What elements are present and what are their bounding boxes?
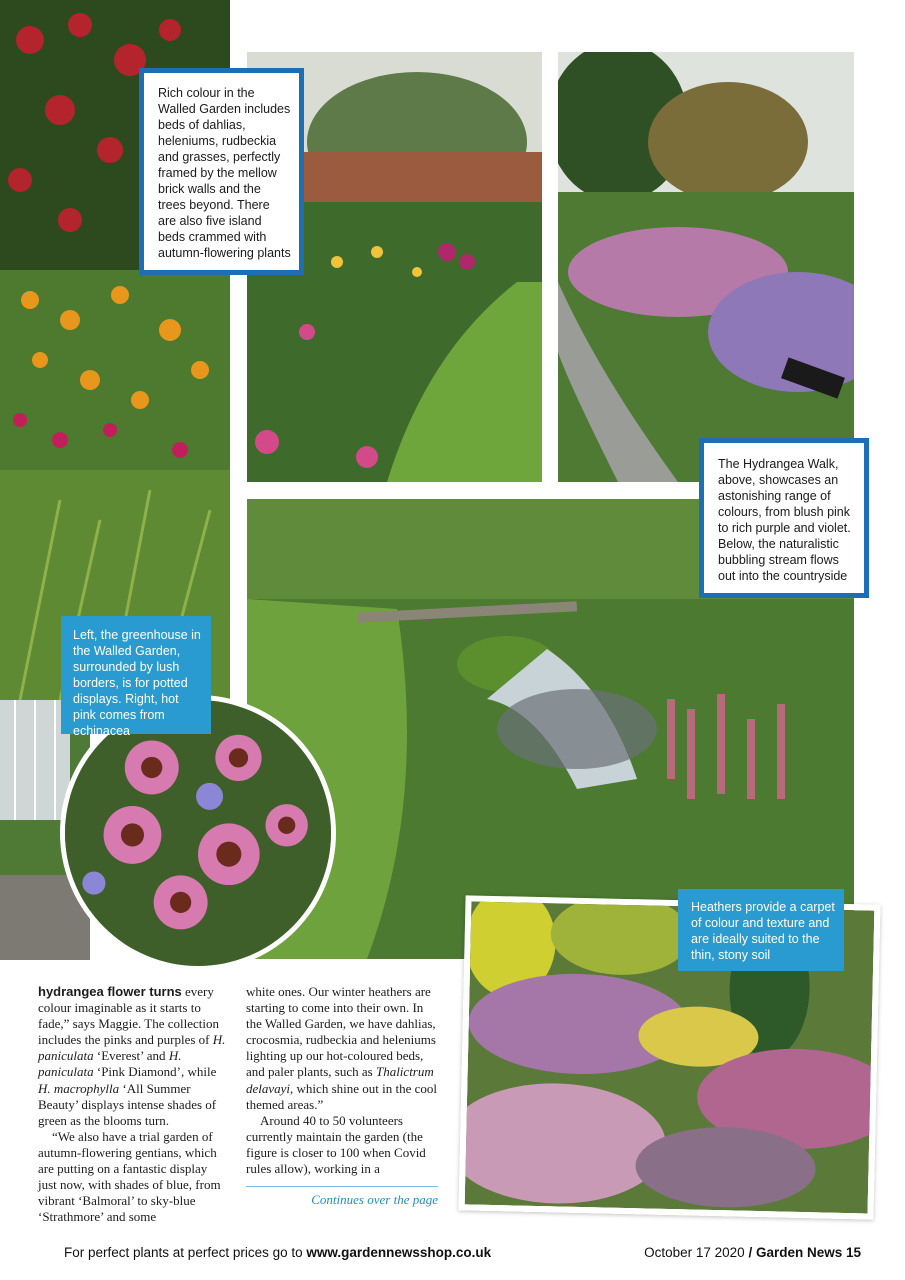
- article-paragraph: “We also have a trial garden of autumn-flowering gentians, which are putting on a fantastic display just now, with shades of blue, from vibrant ‘Balmoral’ to sky-blue ‘Strathmore’ and some: [38, 1128, 221, 1225]
- article-text: ‘Everest’ and: [93, 1048, 169, 1064]
- caption-greenhouse: [61, 616, 211, 738]
- caption-heathers-text: Heathers provide a carpet of colour and texture and are ideally suited to the thin, stony soil: [691, 900, 835, 962]
- footer-promo: [64, 1245, 491, 1260]
- footer-folio: [644, 1245, 861, 1260]
- footer-date: October 17 2020: [644, 1245, 745, 1260]
- article-paragraph: [38, 984, 228, 1129]
- footer-publication: Garden News 15: [755, 1245, 861, 1260]
- photo-hydrangea-walk: [558, 52, 854, 482]
- caption-heathers: [678, 889, 844, 971]
- continues-link[interactable]: Continues over the page: [246, 1186, 438, 1208]
- caption-hydrangea-walk: [699, 438, 869, 598]
- plant-name: H. macrophylla: [38, 1080, 120, 1096]
- article-text: , which shine out in the cool themed areas.”: [246, 1080, 437, 1112]
- article-lead-in: hydrangea flower turns: [38, 984, 182, 999]
- article-text: every colour imaginable as it starts to fade,” says Maggie. The collection includes the pinks and purples of: [38, 984, 219, 1048]
- footer-promo-url[interactable]: www.gardennewsshop.co.uk: [306, 1245, 492, 1260]
- article-text: white ones. Our winter heathers are starting to come into their own. In the Walled Garden, we have dahlias, crocosmia, rudbeckia and heleniums lighting up our hot-coloured beds, and paler plants, such as: [246, 984, 436, 1080]
- plant-name: H. paniculata: [38, 1048, 182, 1080]
- caption-greenhouse-text: Left, the greenhouse in the Walled Garden, surrounded by lush borders, is for potted displays. Right, hot pink comes from echinacea: [73, 628, 201, 738]
- caption-walled-garden: [139, 68, 304, 275]
- footer-separator: /: [744, 1245, 756, 1260]
- article-paragraph: [246, 984, 441, 1113]
- article-text: ‘All Summer Beauty’ displays intense shades of green as the blooms turn.: [38, 1080, 217, 1128]
- plant-name: Thalictrum delavayi: [246, 1064, 434, 1096]
- article-column-1: [38, 984, 228, 1225]
- footer-promo-text: For perfect plants at perfect prices go to: [64, 1245, 307, 1260]
- article-column-2: [246, 984, 441, 1177]
- plant-name: H. paniculata: [38, 1032, 226, 1064]
- caption-walled-garden-text: Rich colour in the Walled Garden includes beds of dahlias, heleniums, rudbeckia and grasses, perfectly framed by the mellow brick walls and the trees beyond. There are also five island beds crammed with autumn-flowering plants: [158, 86, 291, 260]
- article-paragraph: Around 40 to 50 volunteers currently maintain the garden (the figure is closer to 100 when Covid rules allow), working in a: [246, 1112, 426, 1177]
- article-text: ‘Pink Diamond’, while: [93, 1064, 217, 1080]
- caption-hydrangea-walk-text: The Hydrangea Walk, above, showcases an astonishing range of colours, from blush pink to rich purple and violet. Below, the naturalistic bubbling stream flows out into the countryside: [718, 457, 851, 583]
